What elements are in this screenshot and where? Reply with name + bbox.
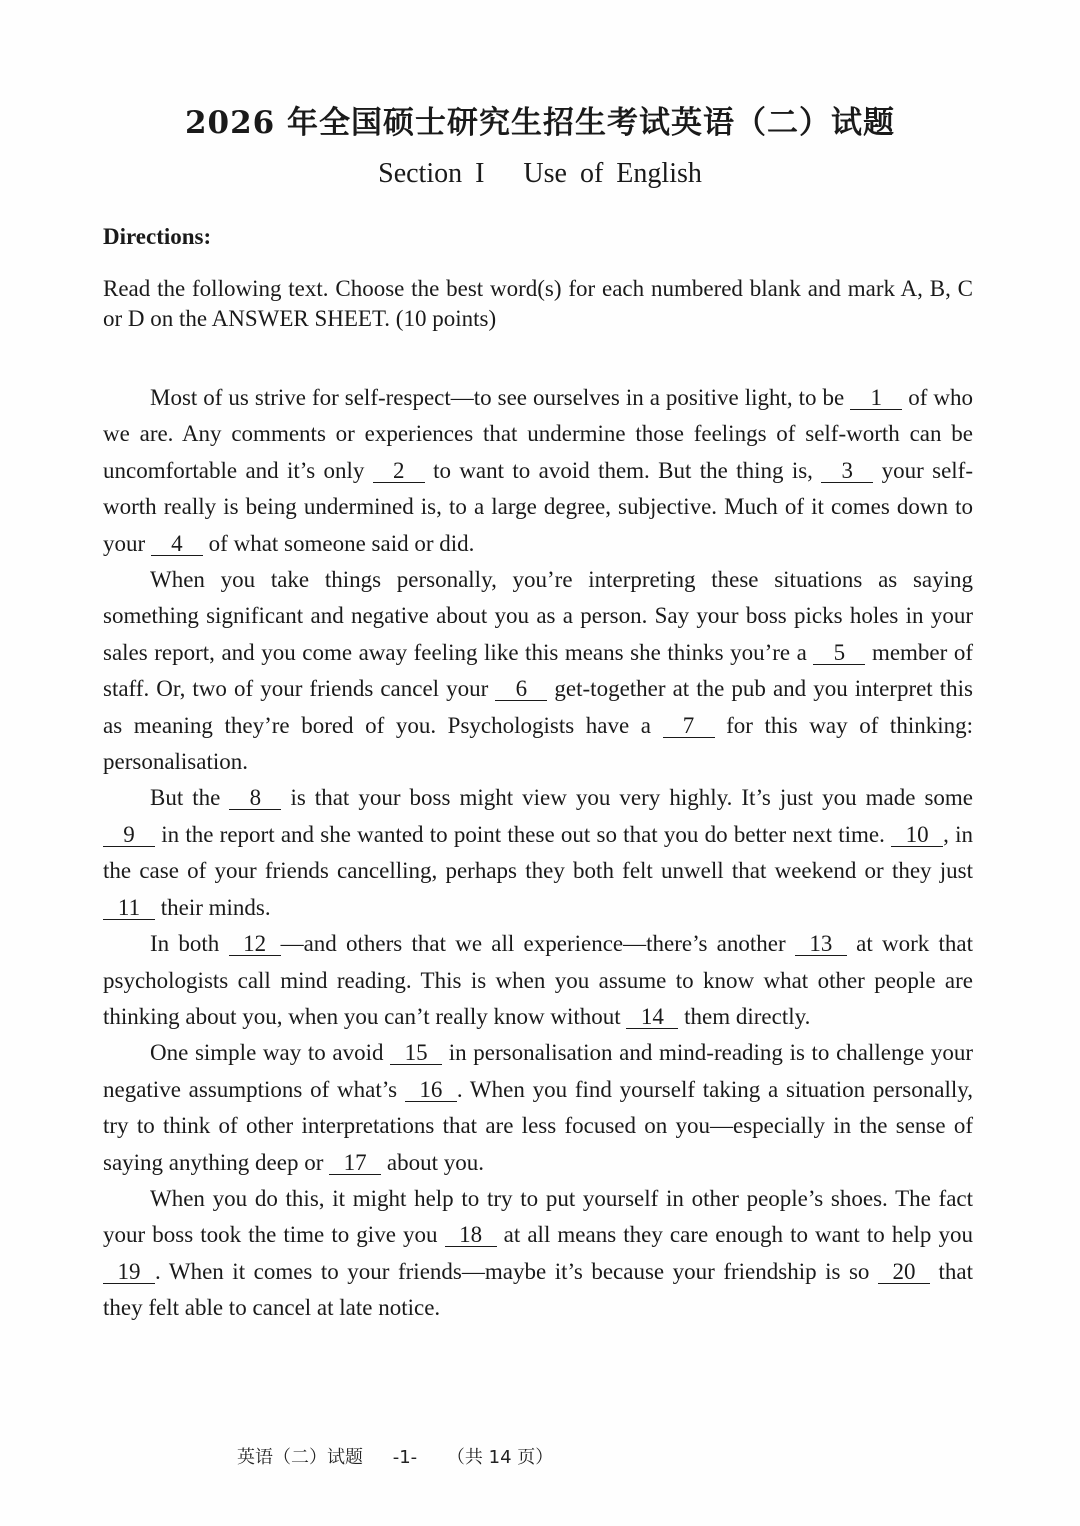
blank-20[interactable]: 20 [878, 1261, 930, 1284]
exam-title: 2026 年全国硕士研究生招生考试英语（二）试题 [184, 105, 896, 141]
passage-text: —and others that we all experience—there’s another [280, 931, 795, 957]
passage-text: them directly. [678, 1003, 811, 1029]
footer-subject: 英语（二）试题 [237, 1447, 363, 1468]
blank-12[interactable]: 12 [229, 933, 281, 956]
blank-18[interactable]: 18 [445, 1224, 497, 1247]
passage-text: your self-worth really is being undermined is, to a large degree, subjective. Much of it comes down to your [103, 457, 973, 556]
passage-text: member of staff. Or, two of your friends cancel your [103, 639, 973, 702]
passage-text: their minds. [155, 894, 271, 920]
blank-17[interactable]: 17 [329, 1152, 381, 1175]
directions-label: Directions: [103, 224, 212, 249]
passage-text: of what someone said or did. [202, 530, 475, 556]
blank-19[interactable]: 19 [103, 1261, 155, 1284]
passage-text: When you take things personally, you’re interpreting these situations as saying something significant and negative about you as a person. Say your boss picks holes in your sales report, and you come away feeling like this means she thinks you’re a [103, 567, 973, 665]
passage-text: . When it comes to your friends—maybe it’s because your friendship is so [155, 1258, 878, 1284]
passage-paragraph [103, 1035, 973, 1181]
blank-5[interactable]: 5 [813, 642, 865, 665]
passage-text: to want to avoid them. But the thing is, [424, 457, 822, 483]
blank-7[interactable]: 7 [663, 715, 715, 738]
blank-4[interactable]: 4 [151, 533, 203, 556]
blank-9[interactable]: 9 [103, 824, 155, 847]
blank-10[interactable]: 10 [891, 824, 943, 847]
passage-text: for this way of thinking: personalisation. [103, 712, 973, 775]
blank-15[interactable]: 15 [390, 1042, 442, 1065]
passage-text: of who we are. Any comments or experiences that undermine those feelings of self-worth can be uncomfortable and it’s only [103, 385, 973, 483]
cloze-passage [103, 380, 973, 1327]
blank-3[interactable]: 3 [821, 460, 873, 483]
footer-page-number: -1- [392, 1447, 418, 1468]
passage-paragraph [103, 562, 973, 780]
blank-13[interactable]: 13 [795, 933, 847, 956]
passage-text: , in the case of your friends cancelling, perhaps they both felt unwell that weekend or they just [103, 821, 973, 884]
blank-6[interactable]: 6 [495, 678, 547, 701]
passage-text: Most of us strive for self-respect—to see ourselves in a positive light, to be [150, 385, 851, 410]
passage-text: that they felt able to cancel at late notice. [103, 1258, 973, 1321]
blank-14[interactable]: 14 [626, 1006, 678, 1029]
directions-text: Read the following text. Choose the best word(s) for each numbered blank and mark A, B, C or D on the ANSWER SHEET. (10 points) [103, 276, 973, 331]
footer-total-pages: （共 14 页） [446, 1447, 554, 1468]
passage-text: But the [150, 785, 230, 811]
blank-8[interactable]: 8 [229, 787, 281, 810]
section-heading: Section I Use of English [378, 158, 702, 189]
blank-2[interactable]: 2 [373, 460, 425, 483]
passage-text: One simple way to avoid [150, 1040, 391, 1066]
passage-text: is that your boss might view you very highly. It’s just you made some [281, 785, 973, 811]
passage-text: . When you find yourself taking a situation personally, try to think of other interpretations that are less focused on you—especially in the sense of saying anything deep or [103, 1076, 973, 1175]
passage-text: at work that psychologists call mind reading. This is when you assume to know what other people are thinking about you, when you can’t really know without [103, 931, 973, 1029]
page-footer [237, 1443, 577, 1469]
passage-paragraph [103, 1181, 973, 1327]
passage-text: about you. [381, 1149, 484, 1175]
passage-text: When you do this, it might help to try to put yourself in other people’s shoes. The fact your boss took the time to give you [103, 1185, 973, 1248]
blank-16[interactable]: 16 [405, 1079, 457, 1102]
passage-paragraph [103, 780, 973, 926]
passage-text: In both [150, 931, 229, 957]
passage-paragraph [103, 380, 973, 562]
passage-text: at all means they care enough to want to help you [496, 1222, 973, 1248]
blank-11[interactable]: 11 [103, 897, 155, 920]
blank-1[interactable]: 1 [850, 387, 902, 410]
passage-paragraph [103, 926, 973, 1035]
passage-text: get-together at the pub and you interpret this as meaning they’re bored of you. Psychologists have a [103, 676, 973, 738]
passage-text: in personalisation and mind-reading is to challenge your negative assumptions of what’s [103, 1040, 973, 1102]
passage-text: in the report and she wanted to point these out so that you do better next time. [155, 821, 892, 847]
